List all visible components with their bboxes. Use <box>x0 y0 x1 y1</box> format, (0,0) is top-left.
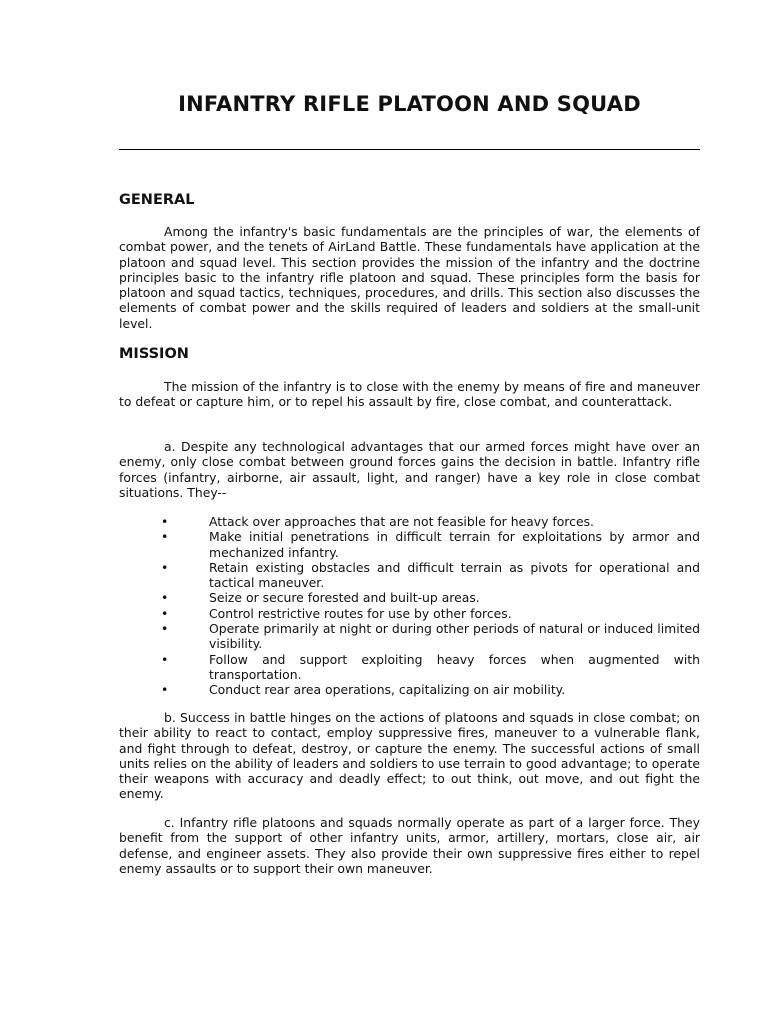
section-heading-general: GENERAL <box>119 192 195 208</box>
list-item-text: Control restrictive routes for use by other forces. <box>209 605 512 621</box>
bullet-marker: • <box>161 559 169 575</box>
list-item <box>119 682 700 697</box>
list-item-text: Make initial penetrations in difficult terrain for exploitations by armor and mechanized infantry. <box>209 529 700 560</box>
document-title: INFANTRY RIFLE PLATOON AND SQUAD <box>178 92 641 116</box>
bullet-marker: • <box>161 651 169 667</box>
list-item-text: Operate primarily at night or during other periods of natural or induced limited visibility. <box>209 621 700 652</box>
list-item <box>119 621 700 652</box>
list-item <box>119 606 700 621</box>
list-item <box>119 514 700 529</box>
bullet-marker: • <box>161 621 169 637</box>
list-item-text: Conduct rear area operations, capitalizing on air mobility. <box>209 682 566 698</box>
bullet-marker: • <box>161 605 169 621</box>
list-item <box>119 652 700 683</box>
list-item <box>119 560 700 591</box>
section-heading-mission: MISSION <box>119 346 189 362</box>
bullet-marker: • <box>161 682 169 698</box>
bullet-marker: • <box>161 514 169 529</box>
general-paragraph: Among the infantry's basic fundamentals are the principles of war, the elements of combat power, and the tenets of AirLand Battle. These fundamentals have application at the platoon and squad level. This section provides the mission of the infantry and the doctrine principles basic to the infantry rifle platoon and squad. These principles form the basis for platoon and squad tactics, techniques, procedures, and drills. This section also discusses the elements of combat power and the skills required of leaders and soldiers at the small-unit level. <box>119 224 700 331</box>
bullet-marker: • <box>161 590 169 606</box>
mission-capabilities-list <box>119 514 700 698</box>
list-item-text: Follow and support exploiting heavy forces when augmented with transportation. <box>209 651 700 682</box>
mission-intro-paragraph: The mission of the infantry is to close with the enemy by means of fire and maneuver to defeat or capture him, or to repel his assault by fire, close combat, and counterattack. <box>119 379 700 410</box>
bullet-marker: • <box>161 529 169 545</box>
list-item <box>119 590 700 605</box>
mission-paragraph-c: c. Infantry rifle platoons and squads normally operate as part of a larger force. They benefit from the support of other infantry units, armor, artillery, mortars, close air, air defense, and engineer assets. They also provide their own suppressive fires either to repel enemy assaults or to support their own maneuver. <box>119 815 700 876</box>
list-item-text: Seize or secure forested and built-up areas. <box>209 590 480 606</box>
list-item-text: Retain existing obstacles and difficult terrain as pivots for operational and tactical maneuver. <box>209 559 700 591</box>
mission-paragraph-a: a. Despite any technological advantages that our armed forces might have over an enemy, only close combat between ground forces gains the decision in battle. Infantry rifle forces (infantry, airborne, air assault, light, and ranger) have a key role in close combat situations. They-- <box>119 439 700 500</box>
title-divider <box>119 149 700 150</box>
list-item <box>119 529 700 560</box>
mission-paragraph-b: b. Success in battle hinges on the actions of platoons and squads in close combat; on their ability to react to contact, employ suppressive fires, maneuver to a vulnerable flank, and fight through to defeat, destroy, or capture the enemy. The successful actions of small units relies on the ability of leaders and soldiers to use terrain to good advantage; to operate their weapons with accuracy and deadly effect; to out think, out move, and out fight the enemy. <box>119 710 700 802</box>
list-item-text: Attack over approaches that are not feasible for heavy forces. <box>209 514 594 529</box>
